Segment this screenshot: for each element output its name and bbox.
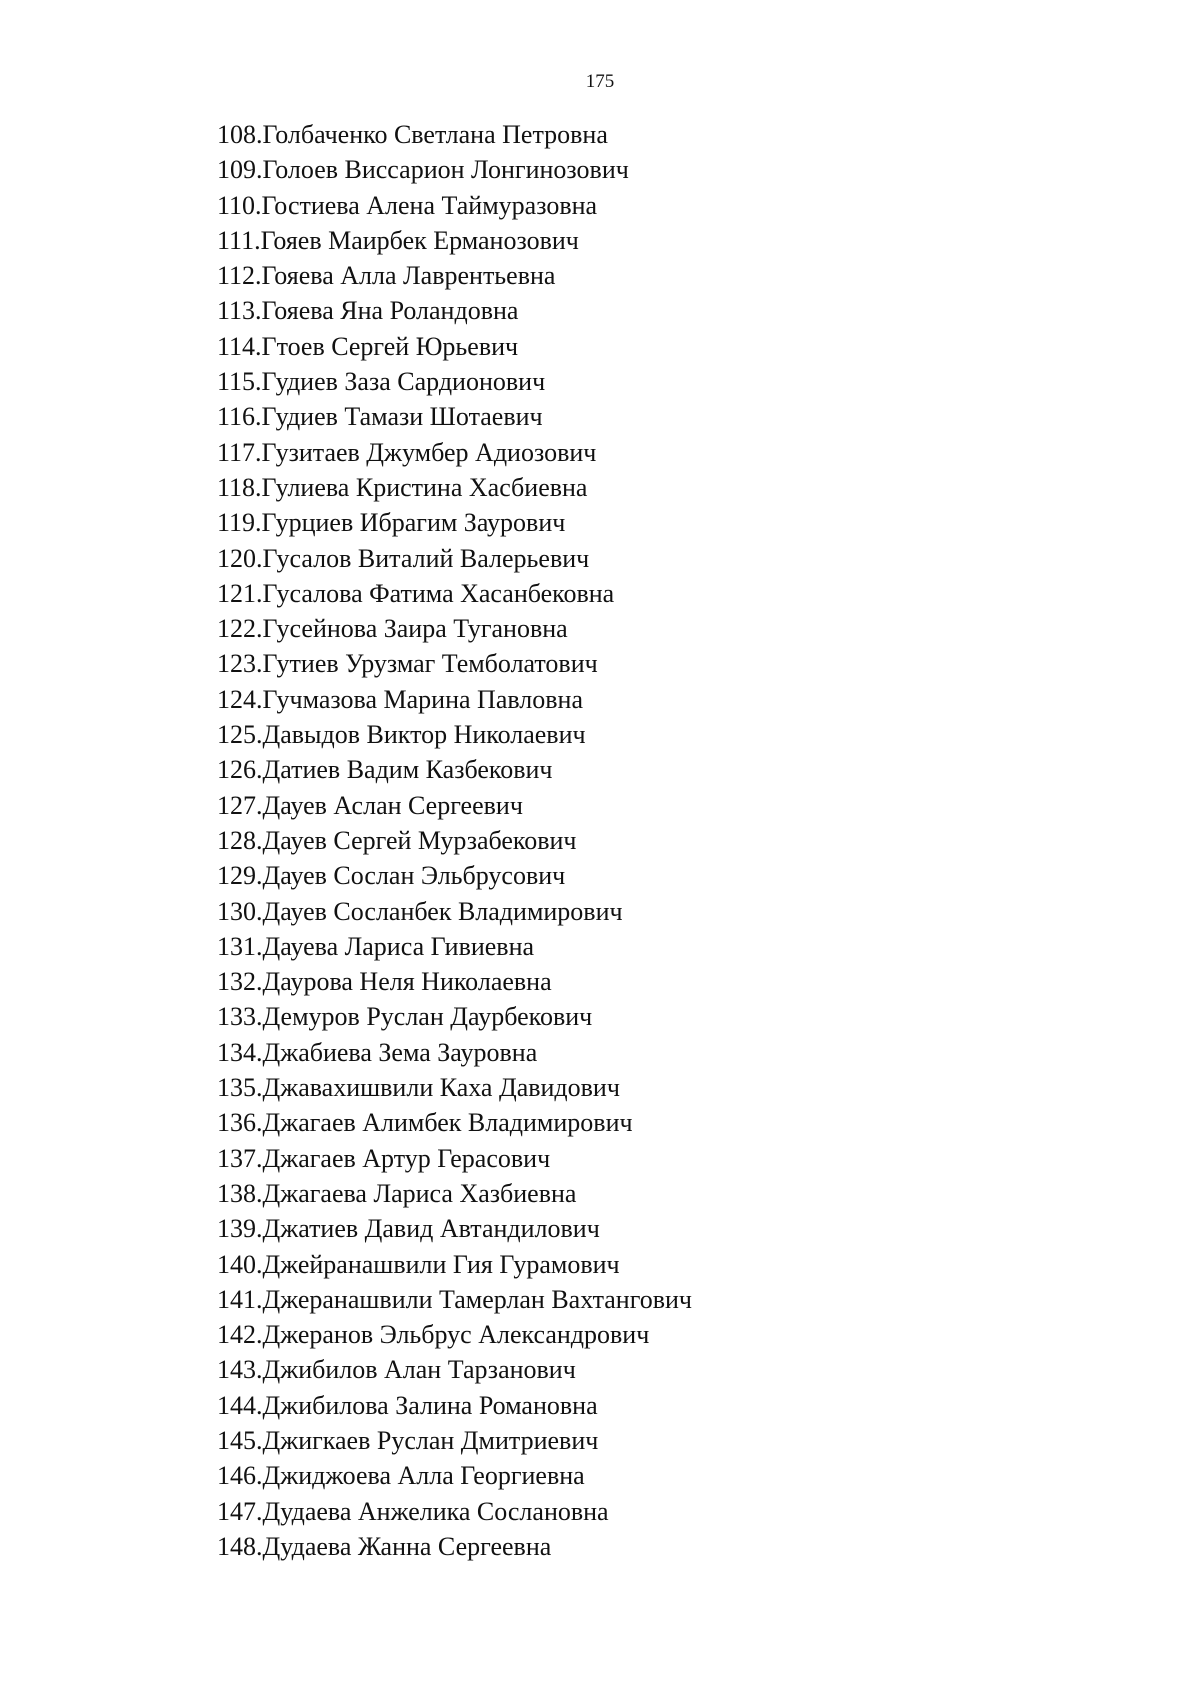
list-item (217, 258, 692, 293)
entry-number: 128. (217, 825, 263, 855)
list-item (217, 1494, 692, 1529)
list-item (217, 576, 692, 611)
entry-number: 112. (217, 261, 262, 291)
entry-name: Джагаев Алимбек Владимирович (262, 1108, 633, 1138)
entry-name: Гусалов Виталий Валерьевич (262, 543, 590, 573)
entry-number: 142. (217, 1320, 263, 1350)
entry-number: 123. (217, 649, 263, 679)
entry-name: Гудиев Заза Сардионович (261, 367, 546, 397)
entry-number: 133. (217, 1002, 263, 1032)
entry-number: 127. (217, 790, 263, 820)
entry-number: 111. (217, 225, 261, 255)
entry-number: 120. (217, 543, 263, 573)
entry-name: Джабиева Зема Зауровна (262, 1037, 538, 1067)
entry-name: Гояев Маирбек Ерманозович (260, 225, 579, 255)
entry-number: 129. (217, 861, 263, 891)
entry-number: 139. (217, 1214, 263, 1244)
list-item (217, 1529, 692, 1564)
entry-number: 136. (217, 1108, 263, 1138)
entry-name: Дауев Сослан Эльбрусович (262, 861, 566, 891)
list-item (217, 611, 692, 646)
list-item (217, 999, 692, 1034)
entry-name: Дауев Сосланбек Владимирович (262, 896, 623, 926)
entry-number: 147. (217, 1496, 263, 1526)
entry-name: Гояева Алла Лаврентьевна (261, 261, 556, 291)
list-item (217, 505, 692, 540)
entry-name: Джатиев Давид Автандилович (262, 1214, 600, 1244)
entry-number: 145. (217, 1425, 263, 1455)
list-item (217, 399, 692, 434)
entry-name: Голбаченко Светлана Петровна (262, 120, 608, 149)
list-item (217, 293, 692, 328)
entry-name: Датиев Вадим Казбекович (262, 755, 553, 785)
entry-name: Дауева Лариса Гивиевна (262, 931, 535, 961)
entry-name: Джибилов Алан Тарзанович (262, 1355, 576, 1385)
list-item (217, 1035, 692, 1070)
entry-number: 126. (217, 755, 263, 785)
list-item (217, 858, 692, 893)
entry-number: 146. (217, 1461, 263, 1491)
entry-number: 108. (217, 120, 263, 149)
entry-name: Гурциев Ибрагим Заурович (261, 508, 566, 538)
entry-name: Джибилова Залина Романовна (262, 1390, 598, 1420)
entry-number: 144. (217, 1390, 263, 1420)
entry-name: Гусалова Фатима Хасанбековна (262, 578, 615, 608)
list-item (217, 894, 692, 929)
list-item (217, 1388, 692, 1423)
entry-number: 143. (217, 1355, 263, 1385)
name-list (217, 117, 692, 1564)
entry-name: Гояева Яна Роландовна (261, 296, 519, 326)
list-item (217, 717, 692, 752)
entry-name: Джигкаев Руслан Дмитриевич (262, 1425, 599, 1455)
entry-name: Гудиев Тамази Шотаевич (261, 402, 543, 432)
list-item (217, 223, 692, 258)
entry-number: 132. (217, 967, 263, 997)
page-number: 175 (585, 71, 615, 92)
entry-number: 141. (217, 1284, 263, 1314)
entry-number: 117. (217, 437, 262, 467)
list-item (217, 964, 692, 999)
entry-number: 124. (217, 684, 263, 714)
entry-number: 138. (217, 1178, 263, 1208)
entry-name: Джагаев Артур Герасович (262, 1143, 551, 1173)
entry-name: Демуров Руслан Даурбекович (262, 1002, 593, 1032)
entry-name: Давыдов Виктор Николаевич (262, 720, 586, 750)
entry-number: 121. (217, 578, 263, 608)
list-item (217, 541, 692, 576)
list-item (217, 470, 692, 505)
entry-number: 131. (217, 931, 263, 961)
entry-name: Джеранов Эльбрус Александрович (262, 1320, 650, 1350)
entry-number: 140. (217, 1249, 263, 1279)
entry-name: Гулиева Кристина Хасбиевна (261, 472, 588, 502)
entry-name: Дудаева Анжелика Сослановна (262, 1496, 609, 1526)
entry-number: 134. (217, 1037, 263, 1067)
entry-number: 114. (217, 331, 262, 361)
list-item (217, 1282, 692, 1317)
list-item (217, 1352, 692, 1387)
entry-name: Джеранашвили Тамерлан Вахтангович (262, 1284, 692, 1314)
list-item (217, 929, 692, 964)
entry-name: Гусейнова Заира Тугановна (262, 614, 568, 644)
entry-number: 115. (217, 367, 262, 397)
list-item (217, 364, 692, 399)
list-item (217, 1317, 692, 1352)
entry-name: Дауев Сергей Мурзабекович (262, 825, 577, 855)
list-item (217, 752, 692, 787)
list-item (217, 1458, 692, 1493)
entry-number: 125. (217, 720, 263, 750)
entry-name: Джейранашвили Гия Гурамович (262, 1249, 620, 1279)
entry-name: Гучмазова Марина Павловна (262, 684, 584, 714)
list-item (217, 788, 692, 823)
entry-number: 135. (217, 1073, 263, 1103)
entry-name: Гузитаев Джумбер Адиозович (261, 437, 597, 467)
list-item (217, 152, 692, 187)
entry-name: Гутиев Урузмаг Темболатович (262, 649, 598, 679)
entry-number: 137. (217, 1143, 263, 1173)
entry-number: 109. (217, 155, 263, 185)
list-item (217, 188, 692, 223)
entry-number: 122. (217, 614, 263, 644)
entry-name: Джагаева Лариса Хазбиевна (262, 1178, 577, 1208)
list-item (217, 1070, 692, 1105)
list-item (217, 435, 692, 470)
list-item (217, 1105, 692, 1140)
list-item (217, 1176, 692, 1211)
list-item (217, 682, 692, 717)
entry-name: Даурова Неля Николаевна (262, 967, 552, 997)
entry-name: Дудаева Жанна Сергеевна (262, 1531, 552, 1561)
list-item (217, 117, 692, 152)
entry-name: Дауев Аслан Сергеевич (262, 790, 523, 820)
entry-number: 113. (217, 296, 262, 326)
entry-number: 119. (217, 508, 262, 538)
list-item (217, 1247, 692, 1282)
entry-name: Джавахишвили Каха Давидович (262, 1073, 620, 1103)
list-item (217, 1423, 692, 1458)
entry-name: Джиджоева Алла Георгиевна (262, 1461, 585, 1491)
entry-number: 130. (217, 896, 263, 926)
list-item (217, 823, 692, 858)
list-item (217, 329, 692, 364)
list-item (217, 1211, 692, 1246)
entry-name: Гтоев Сергей Юрьевич (261, 331, 519, 361)
entry-number: 118. (217, 472, 262, 502)
entry-name: Гостиева Алена Таймуразовна (261, 190, 598, 220)
entry-number: 110. (217, 190, 262, 220)
entry-number: 116. (217, 402, 262, 432)
entry-name: Голоев Виссарион Лонгинозович (262, 155, 629, 185)
entry-number: 148. (217, 1531, 263, 1561)
list-item (217, 1141, 692, 1176)
list-item (217, 646, 692, 681)
